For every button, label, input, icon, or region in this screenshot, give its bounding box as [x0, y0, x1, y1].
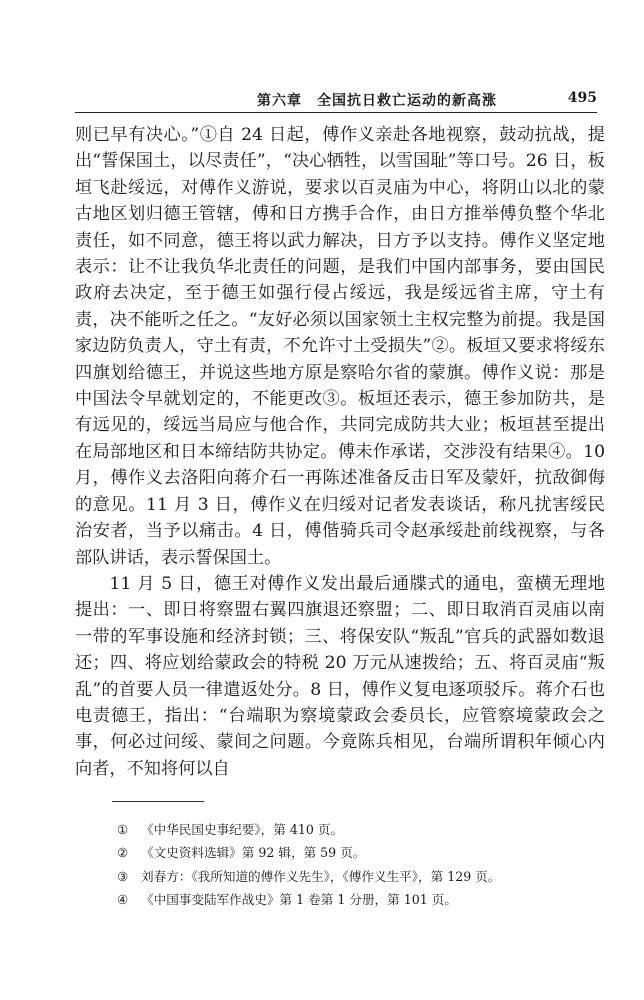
footnote-mark: ① [117, 822, 129, 837]
footnote-item [117, 865, 597, 888]
body-text [75, 122, 605, 782]
paragraph: 则已早有决心。”①自 24 日起，傅作义亲赴各地视察，鼓动抗战，提出“誓保国土，以尽责任”，“决心牺牲，以雪国耻”等口号。26 日，板垣飞赴绥远，对傅作义游说，要求以百灵庙为中心，将阴山以北的蒙古地区划归德王管辖，傅和日方携手合作，由日方推举傅负整个华北责任，如不同意，德王将以武力解决，日方予以支持。傅作义坚定地表示：让不让我负华北责任的问题，是我们中国内部事务，要由国民政府去决定，至于德王如强行侵占绥远，我是绥远省主席，守土有责，决不能听之任之。“友好必须以国家领土主权完整为前提。我是国家边防负责人，守土有责，不允许寸土受损失”②。板垣又要求将绥东四旗划给德王，并说这些地方原是察哈尔省的蒙旗。傅作义说：那是中国法令早就划定的，不能更改③。板垣还表示，德王参加防共，是有远见的，绥远当局应与他合作，共同完成防共大业；板垣甚至提出在局部地区和日本缔结防共协定。傅未作承诺，交涉没有结果④。10 月，傅作义去洛阳向蒋介石一再陈述准备反击日军及蒙奸，抗敌御侮的意见。11 月 3 日，傅作义在归绥对记者发表谈话，称凡扰害绥民治安者，当予以痛击。4 日，傅偕骑兵司令赵承绥赴前线视察，与各部队讲话，表示誓保国土。 [75, 125, 605, 568]
chapter-title: 第六章 全国抗日救亡运动的新高涨 [257, 93, 497, 109]
footnote-mark: ④ [117, 892, 129, 908]
footnote-text: 《中国事变陆军作战史》第 1 卷第 1 分册，第 101 页。 [141, 892, 457, 908]
footnote-item [117, 841, 597, 864]
footnote-mark: ③ [117, 868, 129, 884]
running-header [75, 88, 597, 113]
footnote-text: 《文史资料选辑》第 92 辑，第 59 页。 [141, 845, 366, 861]
footnote-mark: ② [117, 845, 129, 861]
footnote-text: 《中华民国史事纪要》，第 410 页。 [141, 822, 344, 837]
footnote-text: 刘春方：《我所知道的傅作义先生》，《傅作义生平》，第 129 页。 [141, 868, 501, 884]
footnote-divider [112, 801, 204, 802]
footnote-item [117, 818, 597, 841]
footnote-item [117, 888, 597, 911]
page-number: 495 [567, 90, 597, 106]
footnotes [117, 818, 597, 912]
paragraph: 11 月 5 日，德王对傅作义发出最后通牒式的通电，蛮横无理地提出：一、即日将察盟右翼四旗退还察盟；二、即日取消百灵庙以南一带的军事设施和经济封锁；三、将保安队“叛乱”官兵的武器如数退还；四、将应划给蒙政会的特税 20 万元从速拨给；五、将百灵庙“叛乱”的首要人员一律遣返处分。8 日，傅作义复电逐项驳斥。蒋介石也电责德王，指出：“台端职为察境蒙政会委员长，应管察境蒙政会之事，何必过问绥、蒙间之问题。今竟陈兵相见，台端所谓积年倾心内向者，不知将何以自 [75, 573, 605, 779]
